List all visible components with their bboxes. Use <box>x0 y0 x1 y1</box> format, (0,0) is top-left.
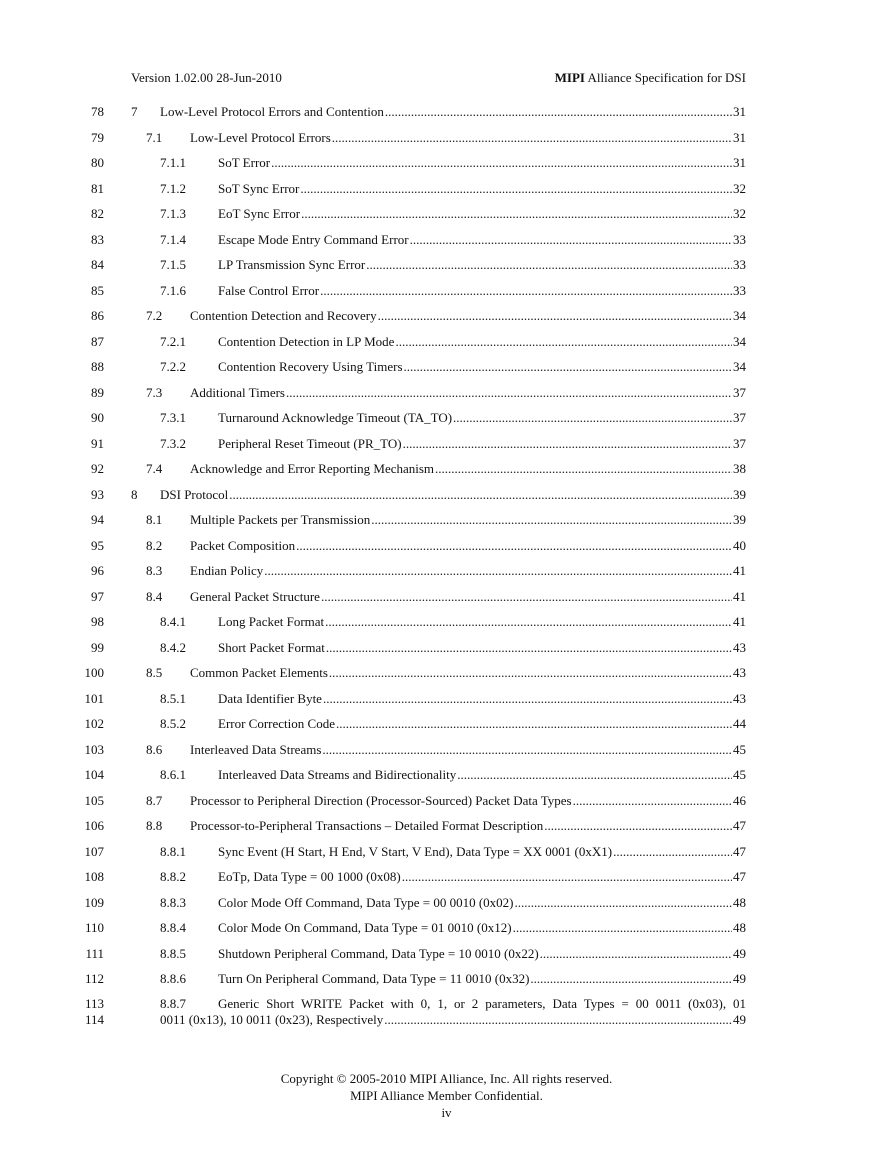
toc-entry[interactable] <box>0 919 893 937</box>
section-title: Error Correction Code <box>218 716 335 731</box>
dot-leader <box>513 919 732 937</box>
line-number: 93 <box>91 486 104 502</box>
line-number: 98 <box>91 614 104 629</box>
toc-entry-wrapped[interactable] <box>0 996 893 1012</box>
dot-leader <box>271 154 732 172</box>
version-label: Version 1.02.00 28-Jun-2010 <box>131 70 282 85</box>
toc-entry[interactable] <box>0 256 893 274</box>
page-ref: 41 <box>733 588 746 604</box>
section-number: 7.3 <box>146 384 163 400</box>
line-number: 89 <box>91 384 104 400</box>
toc-entry[interactable] <box>0 103 893 121</box>
section-number: 7 <box>131 104 138 119</box>
page-number: iv <box>441 1105 452 1120</box>
section-number: 8.4 <box>146 588 163 604</box>
section-title: Contention Recovery Using Timers <box>218 359 403 374</box>
page-footer <box>0 1070 893 1121</box>
section-title: LP Transmission Sync Error <box>218 257 366 272</box>
dot-leader <box>395 333 732 351</box>
toc-entry-link[interactable] <box>190 460 746 478</box>
line-number: 112 <box>84 971 104 986</box>
page-ref: 45 <box>733 767 746 782</box>
section-number: 7.1.2 <box>160 180 186 196</box>
toc-entry[interactable] <box>0 511 893 529</box>
toc-entry-link[interactable] <box>218 205 746 223</box>
toc-entry[interactable] <box>0 613 893 631</box>
line-number: 81 <box>91 180 104 196</box>
line-number: 107 <box>84 843 104 859</box>
section-number: 8.3 <box>146 563 163 578</box>
section-title: Low-Level Protocol Errors <box>190 129 331 145</box>
toc-entry-link[interactable] <box>190 307 746 325</box>
section-number: 8 <box>131 486 138 502</box>
dot-leader <box>336 715 732 733</box>
toc-entry[interactable] <box>0 766 893 784</box>
toc-entry[interactable] <box>0 562 893 580</box>
section-title: Color Mode Off Command, Data Type = 00 0010 (0x02) <box>218 894 514 910</box>
spec-title <box>555 70 746 86</box>
dot-leader <box>540 945 732 963</box>
toc-entry-link[interactable] <box>160 1012 746 1028</box>
section-number: 8.8.7 <box>160 995 186 1011</box>
dot-leader <box>321 588 732 606</box>
dot-leader <box>410 231 732 249</box>
page-ref: 39 <box>733 512 746 527</box>
section-number: 7.3.2 <box>160 435 186 451</box>
toc-entry[interactable] <box>0 154 893 172</box>
dot-leader <box>378 307 732 325</box>
toc-entry[interactable] <box>0 205 893 223</box>
spec-title-rest: Alliance Specification for DSI <box>584 70 746 85</box>
toc-entry-link[interactable] <box>218 919 746 937</box>
page-ref: 34 <box>733 333 746 349</box>
section-title: False Control Error <box>218 282 320 298</box>
toc-entry[interactable] <box>0 486 893 504</box>
page-ref: 33 <box>733 231 746 247</box>
toc-entry[interactable] <box>0 307 893 325</box>
section-title: Processor to Peripheral Direction (Processor-Sourced) Packet Data Types <box>190 792 572 808</box>
section-number: 8.8.1 <box>160 843 186 859</box>
dot-leader <box>515 894 732 912</box>
toc-entry[interactable] <box>0 741 893 759</box>
line-number: 100 <box>84 665 104 680</box>
page-ref: 46 <box>733 792 746 808</box>
toc-entry[interactable] <box>0 231 893 249</box>
toc-entry[interactable] <box>0 792 893 810</box>
dot-leader <box>530 970 732 988</box>
section-title: EoT Sync Error <box>218 206 301 221</box>
dot-leader <box>323 690 732 708</box>
page-ref: 37 <box>733 435 746 451</box>
dot-leader <box>326 639 732 657</box>
line-number: 101 <box>84 690 104 706</box>
line-number: 87 <box>91 333 104 349</box>
line-number: 111 <box>85 945 104 961</box>
section-number: 8.8 <box>146 818 163 833</box>
page-ref: 34 <box>733 308 746 323</box>
line-number: 106 <box>84 818 104 833</box>
toc-entry-link[interactable] <box>218 843 746 861</box>
line-number: 94 <box>91 512 104 527</box>
page-ref: 31 <box>733 104 746 119</box>
section-number: 8.1 <box>146 512 163 527</box>
dot-leader <box>264 562 732 580</box>
line-number: 108 <box>84 869 104 884</box>
page-ref: 43 <box>733 690 746 706</box>
toc-entry[interactable] <box>0 868 893 886</box>
section-title: Shutdown Peripheral Command, Data Type = 10 0010 (0x22) <box>218 945 539 961</box>
section-number: 7.1.6 <box>160 282 186 298</box>
section-title: Turn On Peripheral Command, Data Type = 11 0010 (0x32) <box>218 971 530 986</box>
dot-leader <box>286 384 732 402</box>
section-number: 8.8.2 <box>160 869 186 884</box>
section-title: Common Packet Elements <box>190 665 328 680</box>
section-title: Color Mode On Command, Data Type = 01 0010 (0x12) <box>218 920 512 935</box>
toc-entry-link[interactable] <box>218 894 746 912</box>
dot-leader <box>573 792 732 810</box>
toc-entry-link[interactable] <box>218 639 746 657</box>
page-ref: 47 <box>733 869 746 884</box>
line-number: 88 <box>91 359 104 374</box>
section-number: 7.3.1 <box>160 410 186 425</box>
section-title: Packet Composition <box>190 537 296 553</box>
toc-entry[interactable] <box>0 894 893 912</box>
toc-entry-link[interactable] <box>218 154 746 172</box>
toc-entry-link[interactable] <box>218 358 746 376</box>
section-number: 7.2.1 <box>160 333 186 349</box>
dot-leader <box>402 868 732 886</box>
line-number: 91 <box>91 435 104 451</box>
section-title-part1: Generic Short WRITE Packet with 0, 1, or 2 parameters, Data Types = 00 0011 (0x03), 01 <box>218 995 746 1011</box>
line-number: 104 <box>84 767 104 782</box>
section-title-part2: 0011 (0x13), 10 0011 (0x23), Respectively <box>160 1011 384 1027</box>
section-number: 8.6 <box>146 741 163 757</box>
section-title: General Packet Structure <box>190 588 320 604</box>
section-number: 8.8.3 <box>160 894 186 910</box>
toc-entry[interactable] <box>0 460 893 478</box>
line-number: 90 <box>91 410 104 425</box>
toc-entry-link[interactable] <box>190 537 746 555</box>
line-number: 114 <box>84 1011 104 1027</box>
line-number: 80 <box>91 155 104 170</box>
section-number: 7.1.5 <box>160 257 186 272</box>
section-title: Sync Event (H Start, H End, V Start, V End), Data Type = XX 0001 (0xX1) <box>218 843 613 859</box>
section-number: 8.6.1 <box>160 767 186 782</box>
page-ref: 48 <box>733 920 746 935</box>
toc-entry[interactable] <box>0 333 893 351</box>
page-ref: 44 <box>733 716 746 731</box>
toc-entry-link[interactable] <box>190 562 746 580</box>
toc-entry-link[interactable] <box>190 741 746 759</box>
dot-leader <box>385 103 732 121</box>
dot-leader <box>332 129 732 147</box>
page-ref: 38 <box>733 461 746 476</box>
toc-entry-link[interactable] <box>218 766 746 784</box>
page-ref: 31 <box>733 129 746 145</box>
section-title: Multiple Packets per Transmission <box>190 512 371 527</box>
toc-entry-link[interactable] <box>218 231 746 249</box>
toc-entry[interactable] <box>0 588 893 606</box>
page-ref: 39 <box>733 486 746 502</box>
section-title: SoT Sync Error <box>218 180 300 196</box>
toc-entry-link[interactable] <box>190 817 746 835</box>
page-ref: 37 <box>733 410 746 425</box>
toc-entry[interactable] <box>0 970 893 988</box>
section-number: 7.2.2 <box>160 359 186 374</box>
page-ref: 40 <box>733 537 746 553</box>
page-ref: 49 <box>733 945 746 961</box>
section-title: SoT Error <box>218 155 271 170</box>
toc-entry[interactable] <box>0 384 893 402</box>
section-title: Additional Timers <box>190 384 285 400</box>
toc-entry-wrapped-continuation[interactable] <box>0 1012 893 1028</box>
line-number: 96 <box>91 563 104 578</box>
line-number: 109 <box>84 894 104 910</box>
page-ref: 43 <box>733 639 746 655</box>
toc-entry-link[interactable] <box>218 180 746 198</box>
dot-leader <box>296 537 732 555</box>
toc-entry[interactable] <box>0 180 893 198</box>
section-number: 8.5 <box>146 665 163 680</box>
toc-entry-link[interactable] <box>218 435 746 453</box>
page-header <box>131 70 746 86</box>
line-number: 84 <box>91 257 104 272</box>
line-number: 105 <box>84 792 104 808</box>
dot-leader <box>301 205 732 223</box>
line-number: 102 <box>84 716 104 731</box>
toc-entry-link[interactable] <box>218 333 746 351</box>
dot-leader <box>229 486 732 504</box>
page-ref: 33 <box>733 257 746 272</box>
page-ref: 37 <box>733 384 746 400</box>
dot-leader <box>544 817 732 835</box>
toc-entry-link[interactable] <box>218 970 746 988</box>
line-number: 103 <box>84 741 104 757</box>
toc-entry[interactable] <box>0 282 893 300</box>
dot-leader <box>371 511 732 529</box>
section-title: Contention Detection in LP Mode <box>218 333 395 349</box>
toc-entry[interactable] <box>0 129 893 147</box>
page-ref: 32 <box>733 180 746 196</box>
line-number: 95 <box>91 537 104 553</box>
toc-entry-link[interactable] <box>218 715 746 733</box>
toc-entry[interactable] <box>0 435 893 453</box>
copyright-line: Copyright © 2005-2010 MIPI Alliance, Inc. All rights reserved. <box>280 1071 613 1086</box>
section-title: Escape Mode Entry Command Error <box>218 231 409 247</box>
section-title: Endian Policy <box>190 563 264 578</box>
section-number: 8.4.1 <box>160 614 186 629</box>
dot-leader <box>457 766 732 784</box>
page-ref: 45 <box>733 741 746 757</box>
toc-entry-link[interactable] <box>218 690 746 708</box>
section-number: 8.5.2 <box>160 716 186 731</box>
section-number: 8.8.5 <box>160 945 186 961</box>
section-number: 8.7 <box>146 792 163 808</box>
section-number: 8.2 <box>146 537 163 553</box>
toc-entry[interactable] <box>0 639 893 657</box>
dot-leader <box>435 460 732 478</box>
toc-entry-link[interactable] <box>190 664 746 682</box>
section-number: 8.5.1 <box>160 690 186 706</box>
section-number: 8.4.2 <box>160 639 186 655</box>
toc-entry-link[interactable] <box>190 384 746 402</box>
section-title: Data Identifier Byte <box>218 690 322 706</box>
spec-title-brand: MIPI <box>554 70 585 85</box>
section-title: Contention Detection and Recovery <box>190 308 377 323</box>
section-title: Peripheral Reset Timeout (PR_TO) <box>218 435 402 451</box>
section-title: Interleaved Data Streams and Bidirectionality <box>218 767 457 782</box>
section-number: 7.2 <box>146 308 163 323</box>
section-number: 7.1.4 <box>160 231 186 247</box>
dot-leader <box>384 1012 732 1028</box>
page-ref: 41 <box>733 563 746 578</box>
toc-entry-link[interactable] <box>190 792 746 810</box>
line-number: 85 <box>91 282 104 298</box>
dot-leader <box>325 613 732 631</box>
page-ref: 49 <box>733 1011 746 1027</box>
toc-entry-link[interactable] <box>218 868 746 886</box>
toc-entry[interactable] <box>0 358 893 376</box>
confidential-line: MIPI Alliance Member Confidential. <box>350 1088 543 1103</box>
section-title: Long Packet Format <box>218 614 325 629</box>
toc-entry[interactable] <box>0 537 893 555</box>
page-ref: 33 <box>733 282 746 298</box>
page-ref: 31 <box>733 155 746 170</box>
dot-leader <box>366 256 732 274</box>
section-title: Acknowledge and Error Reporting Mechanism <box>190 461 435 476</box>
line-number: 97 <box>91 588 104 604</box>
section-title: DSI Protocol <box>160 486 229 502</box>
section-number: 8.8.6 <box>160 971 186 986</box>
toc-entry[interactable] <box>0 664 893 682</box>
line-number: 83 <box>91 231 104 247</box>
toc-entry[interactable] <box>0 690 893 708</box>
toc-entry-link[interactable] <box>190 588 746 606</box>
section-title: Low-Level Protocol Errors and Contention <box>160 104 384 119</box>
page-ref: 47 <box>733 818 746 833</box>
dot-leader <box>300 180 732 198</box>
section-number: 7.1.3 <box>160 206 186 221</box>
dot-leader <box>613 843 732 861</box>
toc-entry-link[interactable] <box>160 103 746 121</box>
section-number: 7.4 <box>146 461 163 476</box>
line-number: 86 <box>91 308 104 323</box>
page-ref: 32 <box>733 206 746 221</box>
toc-entry-link[interactable] <box>218 945 746 963</box>
toc-entry-link[interactable] <box>218 256 746 274</box>
page-ref: 49 <box>733 971 746 986</box>
dot-leader <box>320 282 732 300</box>
toc-entry-link[interactable] <box>190 511 746 529</box>
toc-entry-link[interactable] <box>218 409 746 427</box>
toc-entry-link[interactable] <box>160 486 746 504</box>
line-number: 82 <box>91 206 104 221</box>
section-title: Short Packet Format <box>218 639 325 655</box>
page-ref: 34 <box>733 359 746 374</box>
line-number: 113 <box>84 995 104 1011</box>
section-title: Processor-to-Peripheral Transactions – Detailed Format Description <box>190 818 544 833</box>
line-number: 79 <box>91 129 104 145</box>
toc-entry[interactable] <box>0 945 893 963</box>
section-title: EoTp, Data Type = 00 1000 (0x08) <box>218 869 401 884</box>
toc-entry[interactable] <box>0 715 893 733</box>
dot-leader <box>329 664 732 682</box>
toc-entry[interactable] <box>0 409 893 427</box>
toc-entry[interactable] <box>0 817 893 835</box>
page-ref: 43 <box>733 665 746 680</box>
section-number: 7.1 <box>146 129 163 145</box>
dot-leader <box>404 358 732 376</box>
toc-entry[interactable] <box>0 843 893 861</box>
section-number: 7.1.1 <box>160 155 186 170</box>
section-title: Turnaround Acknowledge Timeout (TA_TO) <box>218 410 453 425</box>
page-ref: 48 <box>733 894 746 910</box>
line-number: 99 <box>91 639 104 655</box>
page-ref: 47 <box>733 843 746 859</box>
dot-leader <box>322 741 732 759</box>
line-number: 78 <box>91 104 104 119</box>
toc-entry-link[interactable] <box>218 282 746 300</box>
section-title: Interleaved Data Streams <box>190 741 322 757</box>
dot-leader <box>453 409 732 427</box>
toc-entry-link[interactable] <box>218 613 746 631</box>
toc-entry-link[interactable] <box>190 129 746 147</box>
dot-leader <box>403 435 732 453</box>
page-ref: 41 <box>733 614 746 629</box>
line-number: 92 <box>91 461 104 476</box>
line-number: 110 <box>84 920 104 935</box>
section-number: 8.8.4 <box>160 920 186 935</box>
